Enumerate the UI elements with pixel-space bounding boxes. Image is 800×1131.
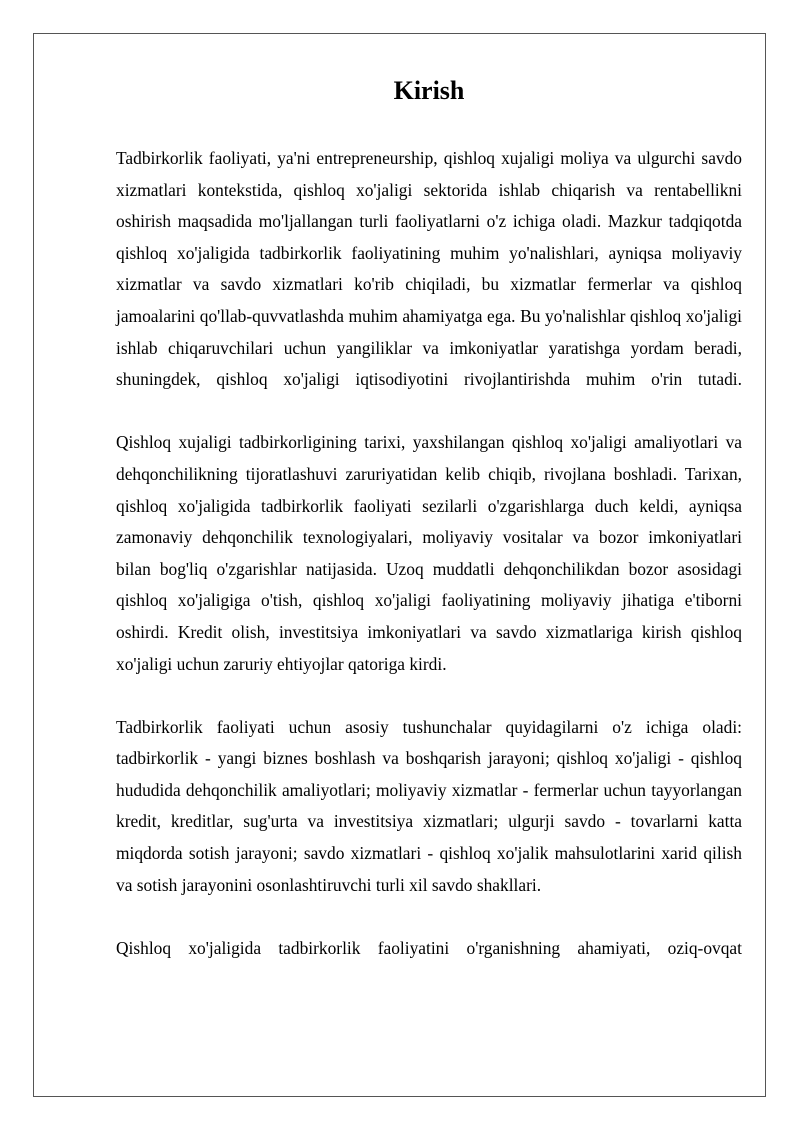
paragraph-4: Qishloq xo'jaligida tadbirkorlik faoliyatini o'rganishning ahamiyati, oziq-ovqat xyxy=(116,937,742,958)
page-title: Kirish xyxy=(393,76,465,105)
paragraph-3: Tadbirkorlik faoliyati uchun asosiy tushunchalar quyidagilarni o'z ichiga oladi: tadbirkorlik - yangi biznes boshlash va boshqarish jarayoni; qishloq xo'jaligi - qishloq hududida dehqonchilik amaliyotlari; moliyaviy xizmatlar - fermerlar uchun tayyorlangan kredit, kreditlar, sug'urta va investitsiya xizmatlari; ulgurji savdo - tovarlarni katta miqdorda sotish jarayoni; savdo xizmatlari - qishloq xo'jalik mahsulotlarini xarid qilish va sotish jarayonini osonlashtiruvchi turli xil savdo shakllari. xyxy=(116,716,742,895)
document-body xyxy=(116,143,742,996)
paragraph-1: Tadbirkorlik faoliyati, ya'ni entrepreneurship, qishloq xujaligi moliya va ulgurchi savdo xizmatlari kontekstida, qishloq xo'jaligi sektorida ishlab chiqarish va rentabellikni oshirish maqsadida mo'ljallangan turli faoliyatlarni o'z ichiga oladi. Mazkur tadqiqotda qishloq xo'jaligida tadbirkorlik faoliyatining muhim yo'nalishlari, ayniqsa moliyaviy xizmatlar va savdo xizmatlari ko'rib chiqiladi, bu xizmatlar fermerlar va qishloq jamoalarini qo'llab-quvvatlashda muhim ahamiyatga ega. Bu yo'nalishlar qishloq xo'jaligi ishlab chiqaruvchilari uchun yangiliklar va imkoniyatlar yaratishga yordam beradi, shuningdek, qishloq xo'jaligi iqtisodiyotini rivojlantirishda muhim o'rin tutadi. xyxy=(116,148,742,390)
paragraph-2: Qishloq xujaligi tadbirkorligining tarixi, yaxshilangan qishloq xo'jaligi amaliyotlari va dehqonchilikning tijoratlashuvi zaruriyatidan kelib chiqib, rivojlana boshladi. Tarixan, qishloq xo'jaligida tadbirkorlik faoliyati sezilarli o'zgarishlarga duch keldi, ayniqsa zamonaviy dehqonchilik texnologiyalari, moliyaviy vositalar va bozor imkoniyatlari bilan bog'liq o'zgarishlar natijasida. Uzoq muddatli dehqonchilikdan bozor asosidagi qishloq xo'jaligiga o'tish, qishloq xo'jaligi faoliyatining moliyaviy jihatiga e'tiborni oshirdi. Kredit olish, investitsiya imkoniyatlari va savdo xizmatlariga kirish qishloq xo'jaligi uchun zaruriy ehtiyojlar qatoriga kirdi. xyxy=(116,432,742,674)
